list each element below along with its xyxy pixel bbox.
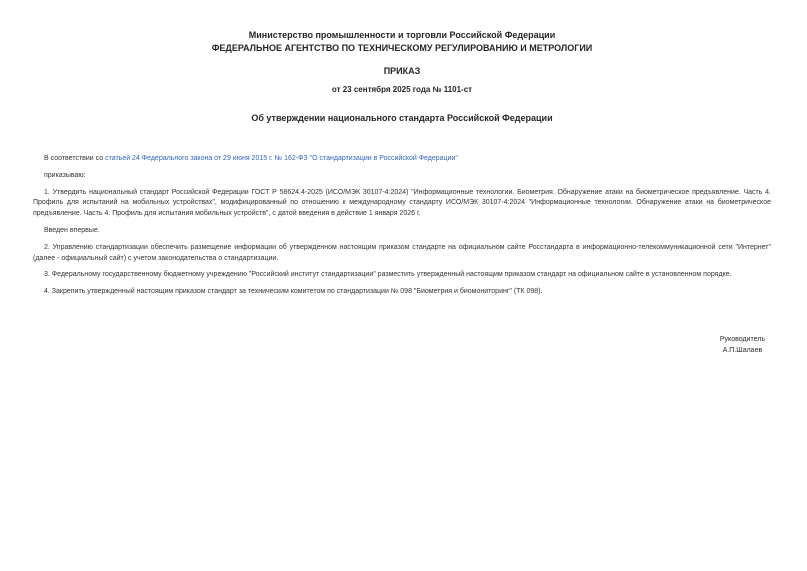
decree-word: приказываю:	[44, 171, 86, 179]
document-subject: Об утверждении национального стандарта Российской Федерации	[251, 113, 553, 123]
document-body	[33, 154, 771, 298]
signature-inner	[720, 334, 765, 356]
ministry-name: Министерство промышленности и торговли Российской Федерации	[248, 30, 556, 40]
agency-name: ФЕДЕРАЛЬНОЕ АГЕНТСТВО ПО ТЕХНИЧЕСКОМУ РЕГУЛИРОВАНИЮ И МЕТРОЛОГИИ	[211, 43, 593, 53]
document-type: ПРИКАЗ	[383, 66, 421, 76]
order-item-1: 1. Утвердить национальный стандарт Российской Федерации ГОСТ Р 58624.4-2025 (ИСО/МЭК 30107-4:2024) "Информационные технологии. Биометрия. Обнаружение атаки на биометрическое предъявление. Часть 4. Профиль для испытаний на мобильных устройствах", модифицированный по отношению к международному стандарту ИСО/МЭК 30107-4:2024 "Информационные технологии. Обнаружение атаки на биометрическое предъявление. Часть 4. Профиль для испытания мобильных устройств", с датой введения в действие 1 января 2026 г.	[33, 188, 771, 218]
order-item-2: 2. Управлению стандартизации обеспечить размещение информации об утвержденном настоящим приказом стандарте на официальном сайте Росстандарта в информационно-телекоммуникационной сети "Интернет" (далее - официальный сайт) с учетом законодательства о стандартизации.	[33, 243, 771, 262]
signature-block	[33, 334, 771, 356]
statute-link[interactable]: статьей 24 Федерального закона от 29 июня 2015 г. № 162-ФЗ "О стандартизации в Российской Федерации"	[105, 155, 458, 162]
signature-position: Руководитель	[719, 335, 765, 343]
intro-prefix-text: В соответствии со	[44, 155, 106, 162]
document-header	[33, 29, 771, 123]
order-item-3: 3. Федеральному государственному бюджетному учреждению "Российский институт стандартизации" разместить утвержденный настоящим приказом стандарт на официальном сайте в установленном порядке.	[44, 271, 732, 279]
standard-note: Введен впервые.	[44, 226, 100, 234]
order-item-4: 4. Закрепить утвержденный настоящим приказом стандарт за техническим комитетом по стандартизации № 098 "Биометрия и биомониторинг" (ТК 098).	[44, 288, 543, 296]
document-date-number: от 23 сентября 2025 года № 1101-ст	[331, 85, 473, 94]
signature-name: А.П.Шалаев	[722, 346, 763, 354]
intro-paragraph	[33, 154, 771, 165]
